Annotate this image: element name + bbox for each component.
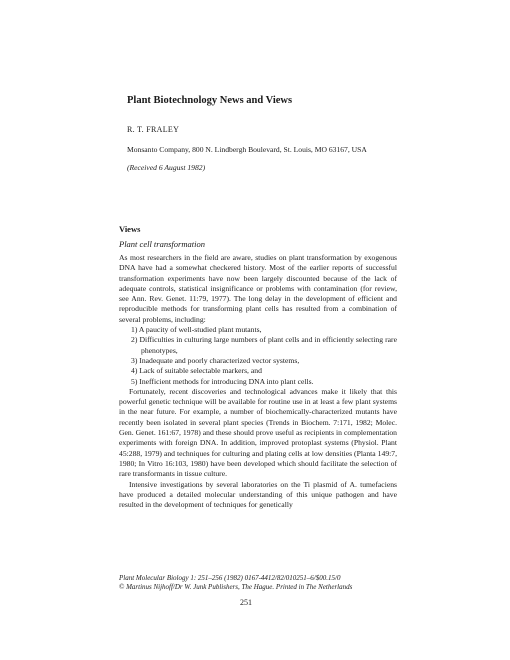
article-title: Plant Biotechnology News and Views xyxy=(127,95,293,106)
subsection-heading: Plant cell transformation xyxy=(119,239,205,249)
received-date: (Received 6 August 1982) xyxy=(127,163,206,172)
list-item: 5) Inefficient methods for introducing DNA into plant cells. xyxy=(131,376,314,386)
list-item: 1) A paucity of well-studied plant mutants, xyxy=(131,325,262,335)
section-heading: Views xyxy=(119,224,141,234)
footer-copyright: © Martinus Nijhoff/Dr W. Junk Publishers, The Hague. Printed in The Netherlands xyxy=(119,583,353,591)
footer-citation: Plant Molecular Biology 1: 251–256 (1982) 0167-4412/82/010251–6/$00.15/0 xyxy=(119,574,341,582)
list-item: 4) Lack of suitable selectable markers, and xyxy=(131,366,262,376)
author-name: R. T. FRALEY xyxy=(127,125,180,134)
paragraph-2: Fortunately, recent discoveries and technological advances make it likely that this powerful genetic technique will be available for routine use in at least a few plant systems in the near future. For example, a number of biochemically-characterized mutants have recently been isolated in several plant species (Trends in Biochem. 7:171, 1982; Molec. Gen. Genet. 161:67, 1978) and these should prove useful as recipients in complementation experiments with foreign DNA. In addition, improved protoplast systems (Physiol. Plant 45:288, 1979) and techniques for culturing and plating cells at low densities (Planta 149:7, 1980; In Vitro 16:103, 1980) have been developed which should facilitate the selection of rare transformants in tissue culture. xyxy=(119,386,397,479)
paragraph-3: Intensive investigations by several laboratories on the Ti plasmid of A. tumefaciens have produced a detailed molecular understanding of this unique pathogen and have resulted in the development of techniques for genetically xyxy=(119,479,397,510)
paragraph-1: As most researchers in the field are aware, studies on plant transformation by exogenous DNA have had a somewhat checkered history. Most of the earlier reports of successful transformation experiments have now been largely discounted because of the lack of adequate controls, statistical insignificance or problems with contamination (for review, see Ann. Rev. Genet. 11:79, 1977). The long delay in the development of efficient and reproducible methods for transforming plant cells has resulted from a combination of several problems, including: xyxy=(119,253,397,324)
page-number: 251 xyxy=(240,598,252,607)
list-item: 3) Inadequate and poorly characterized vector systems, xyxy=(131,355,300,365)
problem-list xyxy=(119,325,397,387)
list-item: 2) Difficulties in culturing large numbers of plant cells and in efficiently selecting rare phenotypes, xyxy=(131,335,397,355)
author-affiliation: Monsanto Company, 800 N. Lindbergh Boulevard, St. Louis, MO 63167, USA xyxy=(127,145,367,154)
article-body xyxy=(119,253,397,510)
